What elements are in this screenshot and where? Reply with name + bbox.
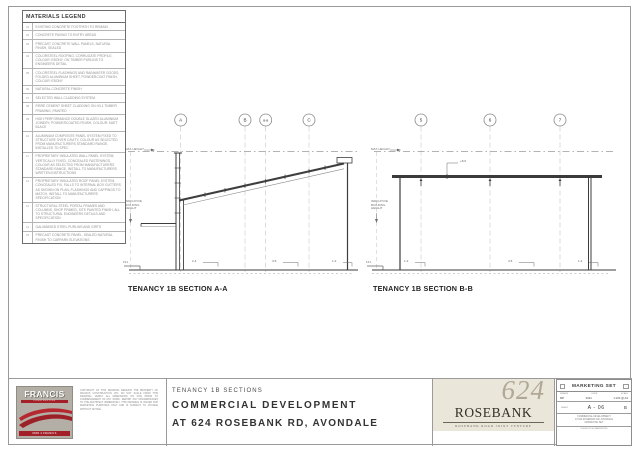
dim-b-2: 4.5 (508, 258, 513, 263)
grid-label-b: B (243, 117, 247, 123)
roof-note-b: +8.0 (460, 159, 467, 163)
dim-a-1: 2.4 (192, 258, 197, 263)
legend-description: FIBRE CEMENT SHEET CLADDING ON H3.1 TIMBER FRAMING, PAINTED (35, 104, 117, 113)
legend-row (23, 232, 125, 244)
legend-description: PROPRIETARY INSULATED ROOF PANEL SYSTEM, CONCEALED FIX, FALLS TO INTERNAL BOX GUTTERS AS SHOWN ON PLAN, FLASHINGS AND CAPPINGS TO MATCH, INSTALL TO MANUFACTURERS SPECIFICATION (35, 179, 121, 200)
francis-logo (16, 386, 73, 439)
revision: B (624, 405, 627, 410)
issue-value: 2021 (585, 395, 592, 400)
issue-label: DRAWN (560, 393, 569, 395)
indicative-line: INDICATIVE (371, 199, 389, 203)
legend-row (23, 86, 125, 94)
legend-description: NATURAL CONCRETE FINISH (35, 87, 82, 92)
indicative-line: HEIGHT (371, 206, 383, 211)
materials-legend-body (23, 23, 125, 243)
legend-description: COLORSTEEL FLASHINGS AND RAINWATER GOODS, FOLDED ALUMINIUM SHEET, POWDERCOAT FINISH, COLOUR: EBONY (35, 70, 120, 83)
grid-label-a: A (179, 117, 183, 123)
rosebank-name: ROSEBANK (454, 405, 533, 420)
issue-footer (557, 414, 631, 427)
legend-description: PRECAST CONCRETE WALL PANELS, NATURAL FINISH, SEALED (35, 41, 111, 50)
legend-code: 12 (23, 178, 33, 202)
issue-header (557, 380, 631, 392)
legend-description: PROPRIETARY INSULATED WALL PANEL SYSTEM, VERTICALLY FIXED, CONCEALED FASTENINGS, COLOUR AS SELECTED FROM MANUFACTURERS STANDARD RANGE, INSTALL TO MANUFACTURERS WRITTEN INSTRUCTIONS (35, 154, 117, 175)
issue-label: SCALE (620, 393, 628, 395)
dim-b-3: 1.2 (578, 258, 583, 263)
legend-description: HIGH PERFORMANCE DOUBLE GLAZED ALUMINIUM JOINERY, POWDERCOATED FINISH, COLOUR: MATT BLACK (35, 117, 119, 130)
grid-label-5: 5 (419, 117, 423, 123)
issue-value: 1:100 @ A3 (613, 395, 628, 400)
sheet-number: A - 06 (587, 404, 605, 411)
issue-field-values (557, 395, 631, 402)
rosebank-caption: ROSEBANK ROAD JOINT VENTURE (455, 423, 532, 428)
checkbox-icon (623, 384, 629, 390)
ffl-label-b: FFL (366, 260, 372, 264)
titleblock-vline-1 (166, 378, 167, 446)
ffl-label-a: FFL (123, 260, 129, 264)
legend-code: 06 (23, 86, 33, 93)
legend-row (23, 103, 125, 116)
legend-row (23, 115, 125, 132)
grid-label-6: 6 (488, 117, 492, 123)
legend-description: GALVANISED STEEL PURLINS AND GIRTS (35, 224, 102, 229)
legend-code: 07 (23, 94, 33, 101)
grid-label-7: 7 (558, 117, 562, 123)
section-b-linework (367, 114, 616, 274)
legend-row (23, 94, 125, 102)
legend-description: COLORSTEEL ROOFING, CORRUGATE PROFILE, COLOUR: EBONY, ON TIMBER PURLINS TO ENGINEERS DETAIL (35, 54, 113, 67)
legend-code: 11 (23, 153, 33, 177)
legend-description: CONCRETE PAVING TO ENTRY AREAS (35, 33, 97, 38)
checkbox-icon (560, 384, 566, 390)
legend-code: 01 (23, 23, 33, 30)
indicative-line: HEIGHT (125, 206, 137, 211)
grid-label-c: C (307, 117, 311, 123)
materials-legend-title: MATERIALS LEGEND (23, 11, 125, 23)
rosebank-number: 624 (501, 375, 545, 405)
legend-code: 04 (23, 53, 33, 69)
legend-row (23, 178, 125, 203)
dim-a-3: 1.2 (332, 258, 337, 263)
section-a-linework (124, 114, 358, 274)
sheet-label: SHEET (561, 406, 569, 409)
legend-code: 14 (23, 223, 33, 230)
francis-phone: 0800 4 FRANCIS (19, 431, 70, 436)
legend-row (23, 40, 125, 53)
indicative-line: BUILDING (371, 202, 386, 207)
issue-sheet-row (557, 402, 631, 414)
legend-row (23, 31, 125, 39)
issue-header-label: MARKETING SET (571, 383, 616, 388)
legend-description: EXISTING CONCRETE FOOTPATH TO REMAIN (35, 24, 108, 29)
disclaimer-text: COPYRIGHT OF THIS DRAWING REMAINS THE PROPERTY OF FRANCIS CONSTRUCTION LTD. DO NOT SCALE FROM THIS DRAWING. VERIFY ALL DIMENSIONS ON SITE PRIOR TO COMMENCEMENT OF ANY WORK. REPORT ANY DISCREPANCIES TO THE ARCHITECT IMMEDIATELY. THIS DRAWING IS ISSUED FOR MARKETING PURPOSES ONLY AND IS SUBJECT TO CHANGE WITHOUT NOTICE. (80, 389, 158, 411)
legend-row (23, 153, 125, 178)
project-title-line1: COMMERCIAL DEVELOPMENT (172, 400, 357, 411)
legend-row (23, 53, 125, 70)
legend-row (23, 203, 125, 224)
legend-code: 15 (23, 232, 33, 244)
indicative-height-label-a (125, 200, 142, 211)
max-height-label-b: MAX HEIGHT (371, 146, 390, 151)
grid-label-bb: B-B (263, 118, 269, 123)
legend-row (23, 69, 125, 86)
section-b-title: TENANCY 1B SECTION B-B (373, 284, 474, 293)
francis-swoosh-icon (17, 404, 74, 428)
legend-description: STRUCTURAL STEEL PORTAL FRAMES AND COLUMNS, SHOP PRIMED, SITE PAINTED FINISH, ALL TO STRUCTURAL ENGINEERS DETAILS AND SPECIFICATION (35, 204, 121, 221)
project-title-line2: AT 624 ROSEBANK RD, AVONDALE (172, 418, 379, 429)
legend-description: ALUMINIUM COMPOSITE PANEL SYSTEM FIXED TO STRUCTURE OVER CAVITY, COLOUR AS SELECTED FROM MANUFACTURERS STANDARD RANGE, INSTALLED TO SPEC (35, 133, 118, 150)
legend-code: 09 (23, 115, 33, 131)
rosebank-rule (443, 422, 544, 423)
issue-footer-line: AT 624 ROSEBANK RD, AVONDALE (574, 418, 614, 421)
section-a-title: TENANCY 1B SECTION A-A (128, 284, 228, 293)
francis-name: FRANCIS (24, 389, 65, 399)
titleblock-vline-3 (554, 378, 555, 446)
legend-code: 10 (23, 132, 33, 152)
legend-description: SELECTED WALL CLADDING SYSTEM (35, 95, 95, 100)
indicative-line: INDICATIVE (125, 199, 143, 203)
materials-legend (22, 10, 126, 244)
indicative-height-label-b (371, 200, 388, 211)
legend-row (23, 132, 125, 153)
legend-code: 03 (23, 40, 33, 52)
legend-row (23, 23, 125, 31)
legend-code: 05 (23, 69, 33, 85)
max-height-label-a: MAX HEIGHT (125, 146, 144, 151)
issue-footer-line: MARKETING SET (584, 421, 604, 424)
dim-a-2: 4.5 (272, 258, 277, 263)
issue-value: MP (560, 395, 565, 400)
legend-code: 08 (23, 103, 33, 115)
dim-b-1: 1.2 (404, 258, 409, 263)
rosebank-logo (433, 375, 554, 431)
issue-note: ISSUED FOR MARKETING (580, 428, 608, 430)
drawing-subtitle: TENANCY 1B SECTIONS (172, 388, 263, 394)
legend-row (23, 223, 125, 231)
issue-label: DATE (591, 393, 598, 395)
legend-description: PRECAST CONCRETE PANEL, SEALED NATURAL FINISH TO CARPARK ELEVATIONS (35, 233, 113, 242)
legend-code: 13 (23, 203, 33, 223)
legend-code: 02 (23, 31, 33, 38)
indicative-line: BUILDING (125, 202, 140, 207)
francis-tagline: CONSTRUCTION (21, 400, 68, 403)
issue-panel (556, 379, 632, 446)
issue-footer-line: COMMERCIAL DEVELOPMENT (577, 415, 611, 418)
